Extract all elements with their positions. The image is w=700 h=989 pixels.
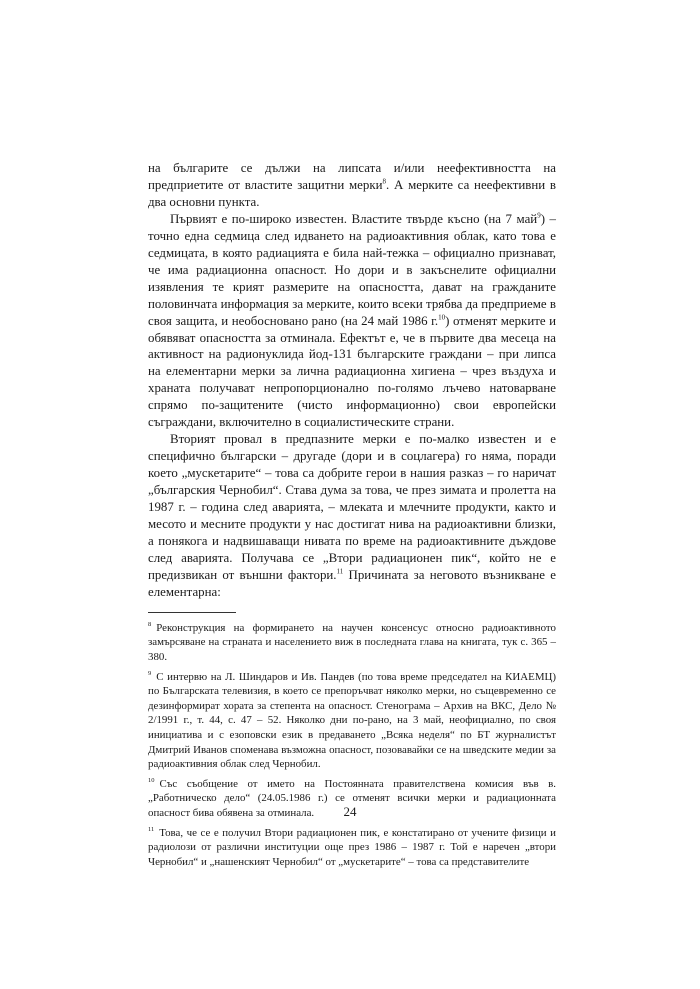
text-block: [148, 160, 556, 874]
paragraph-text: Причината за неговото възникване е елементарна:: [148, 567, 556, 599]
page-number: 24: [343, 804, 357, 819]
footnote-11: [148, 826, 556, 870]
footnote-text: С интервю на Л. Шиндаров и Ив. Пандев (по това време председател на КИАЕМЦ) по Българската телевизия, в което се препоръчват няколко мерки, но същевременно се дезинформират хората за степента на опасност. Стенограма – Архив на ВКС, Дело № 2/1991 г., т. 44, с. 47 – 52. Няколко дни по-рано, на 3 май, неофициално, по своя инициатива и с езоповски език в предаването „Всяка неделя“ по БТ журналистът Дмитрий Иванов споменава възможна опасност, позовавайки се на шведските медии за радиоактивния облак след Чернобил.: [148, 670, 556, 771]
footnote-number: 10: [148, 777, 155, 785]
footnote-text: Със съобщение от името на Постоянната правителствена комисия във в. „Работническо дело“ (24.05.1986 г.) се отменят всички мерки и радиационната опасност бива обявена за отминала.: [148, 777, 556, 819]
paragraph-text: ) – точно една седмица след идването на радиоактивния облак, като това е седмицата, в която радиацията е била най-тежка – официално признават, че има радиационна опасност. Но дори и в закъснелите официални изявления те крият размерите на опасността, дават на гражданите половинчата информация за мерките, които всеки трябва да предприеме в своя защита, и необосновано рано (на 24 май 1986 г.: [148, 211, 556, 328]
footnote-ref-11: 11: [336, 567, 344, 576]
footnote-number: 11: [148, 825, 155, 833]
body-paragraph-1: [148, 160, 556, 211]
paragraph-text: Първият е по-широко известен. Властите твърде късно (на 7 май: [170, 211, 538, 226]
footnote-8: [148, 621, 556, 665]
body-paragraph-2: [148, 211, 556, 431]
paragraph-text: Вторият провал в предпазните мерки е по-малко известен и е специфично български – другаде (дори и в соцлагера) го няма, поради което „мускетарите“ – това са добрите герои в нашия разказ – го наричат „българския Чернобил“. Става дума за това, че през зимата и пролетта на 1987 г. – година след аварията, – млеката и млечните продукти, както и месото и месните продукти у нас достигат нива на радиоактивни близки, а понякога и надвишаващи нивата по време на радиоактивните дъждове след аварията. Получава се „Втори радиационен пик“, който не е предизвикан от външни фактори.: [148, 432, 556, 582]
footnote-text: Това, че се е получил Втори радиационен пик, е констатирано от учените физици и радиолози от различни институции още през 1986 – 1987 г. Той е наречен „втори Чернобил“ и „нашенският Чернобил“ от „мускетарите“ – това са представителите: [148, 826, 556, 868]
paragraph-text: на българите се дължи на липсата и/или неефективността на предприетите от властите защитни мерки: [148, 161, 556, 192]
paragraph-text: . А мерките са неефективни в два основни пункта.: [148, 177, 556, 209]
footnote-ref-10: 10: [438, 313, 446, 322]
footnote-ref-9: 9: [537, 211, 541, 220]
footnote-text: Реконструкция на формирането на научен консенсус относно радиоактивното замърсяване на страната и населението виж в последната глава на книгата, тук с. 365 – 380.: [148, 621, 556, 663]
footnote-9: [148, 670, 556, 772]
footnote-number: 9: [148, 669, 152, 677]
body-paragraph-3: [148, 431, 556, 601]
footnote-separator: [148, 612, 236, 613]
paragraph-text: ) отменят мерките и обявяват опасността за отминала. Ефектът е, че в първите два месеца на активност на радионуклида йод-131 българските граждани – при липса на елементарни мерки за лична радиационна хигиена – чрез въздуха и храната получават непропорционално по-голямо лъчево натоварване спрямо по-защитените (чисто информационно) свои европейски съграждани, включително в социалистическите страни.: [148, 313, 556, 430]
footnote-number: 8: [148, 621, 152, 629]
footnote-ref-8: 8: [382, 177, 387, 186]
